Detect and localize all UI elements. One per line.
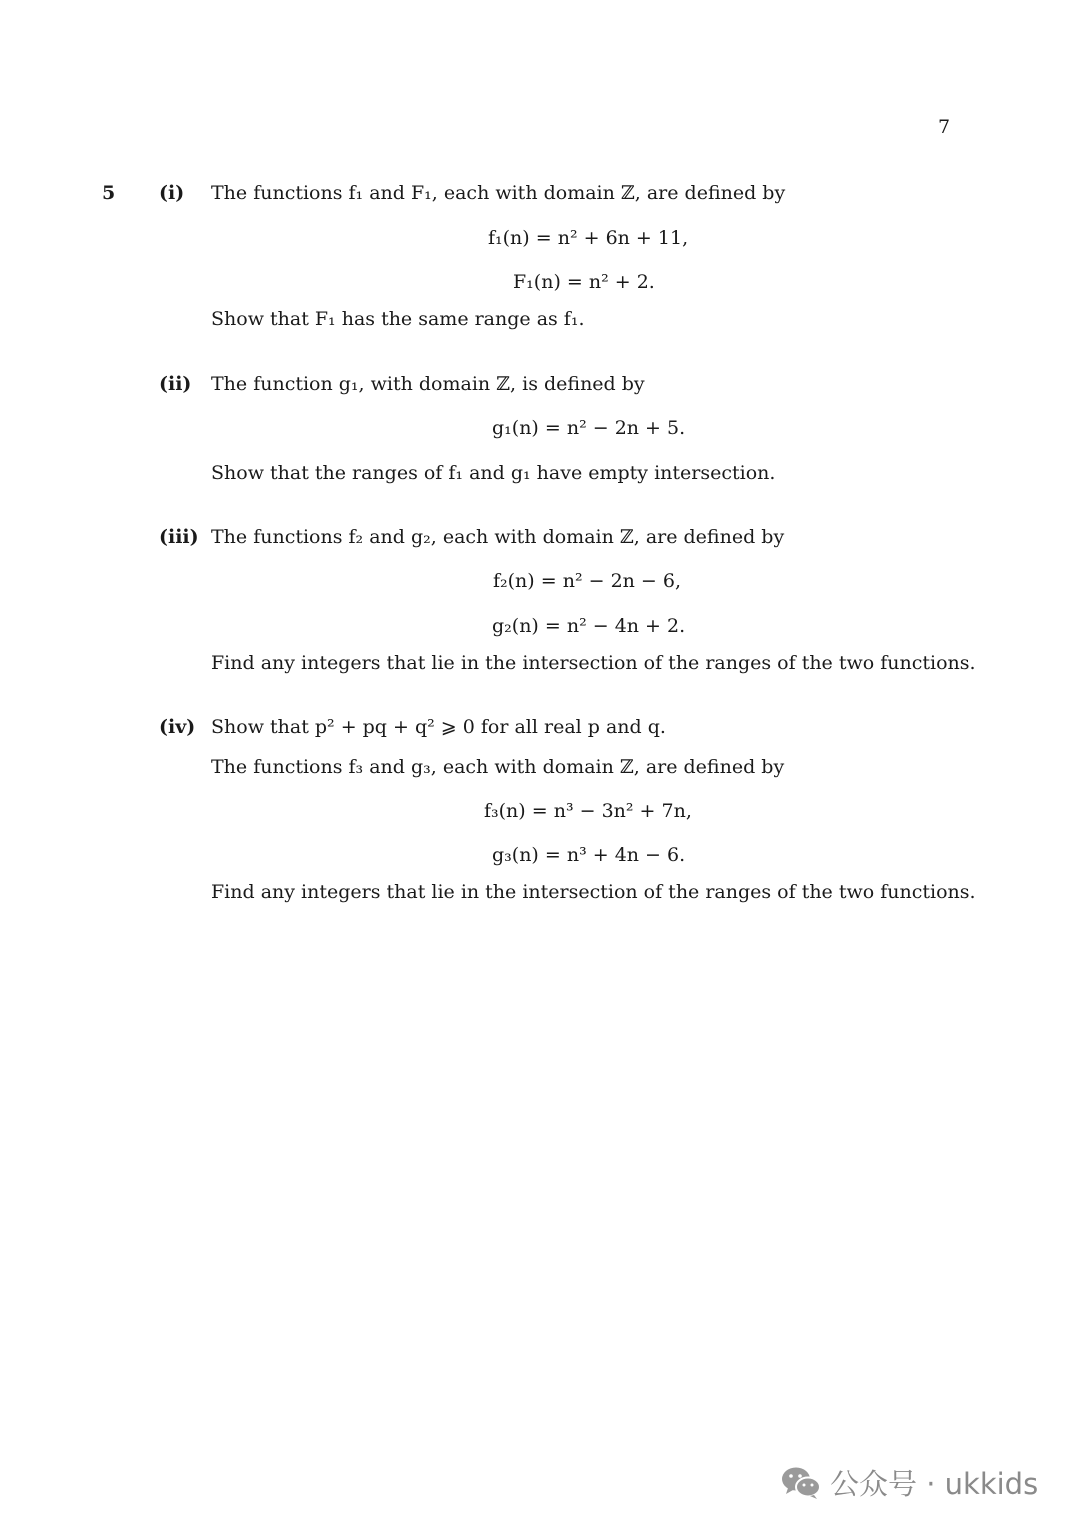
watermark [780, 1462, 1038, 1503]
part-iv-intro: The functions f₃ and g₃, each with domain ℤ, are defined by [211, 756, 785, 778]
equation-F1: F₁(n) = n² + 2. [513, 271, 655, 293]
part-ii-intro: The function g₁, with domain ℤ, is defined by [211, 373, 645, 395]
part-i-task: Show that F₁ has the same range as f₁. [211, 308, 585, 330]
part-i-intro: The functions f₁ and F₁, each with domain ℤ, are defined by [211, 182, 786, 204]
part-ii-task: Show that the ranges of f₁ and g₁ have empty intersection. [211, 462, 776, 484]
equation-g3: g₃(n) = n³ + 4n − 6. [492, 844, 686, 866]
part-iii-intro: The functions f₂ and g₂, each with domain ℤ, are defined by [211, 526, 785, 548]
equation-g1: g₁(n) = n² − 2n + 5. [492, 417, 686, 439]
watermark-text: 公众号 · ukkids [830, 1467, 1039, 1501]
part-label-ii: (ii) [159, 373, 192, 395]
question-number: 5 [102, 182, 116, 204]
part-label-i: (i) [159, 182, 185, 204]
equation-f1: f₁(n) = n² + 6n + 11, [488, 227, 689, 249]
part-label-iv: (iv) [159, 716, 196, 738]
part-iv-lead: Show that p² + pq + q² ⩾ 0 for all real p and q. [211, 716, 666, 738]
part-label-iii: (iii) [159, 526, 199, 548]
page-number: 7 [938, 116, 951, 138]
equation-f2: f₂(n) = n² − 2n − 6, [493, 570, 682, 592]
equation-f3: f₃(n) = n³ − 3n² + 7n, [484, 800, 692, 822]
equation-g2: g₂(n) = n² − 4n + 2. [492, 615, 686, 637]
part-iv-task: Find any integers that lie in the intersection of the ranges of the two functions. [211, 881, 976, 903]
part-iii-task: Find any integers that lie in the intersection of the ranges of the two functions. [211, 652, 976, 674]
wechat-icon [780, 1465, 822, 1501]
